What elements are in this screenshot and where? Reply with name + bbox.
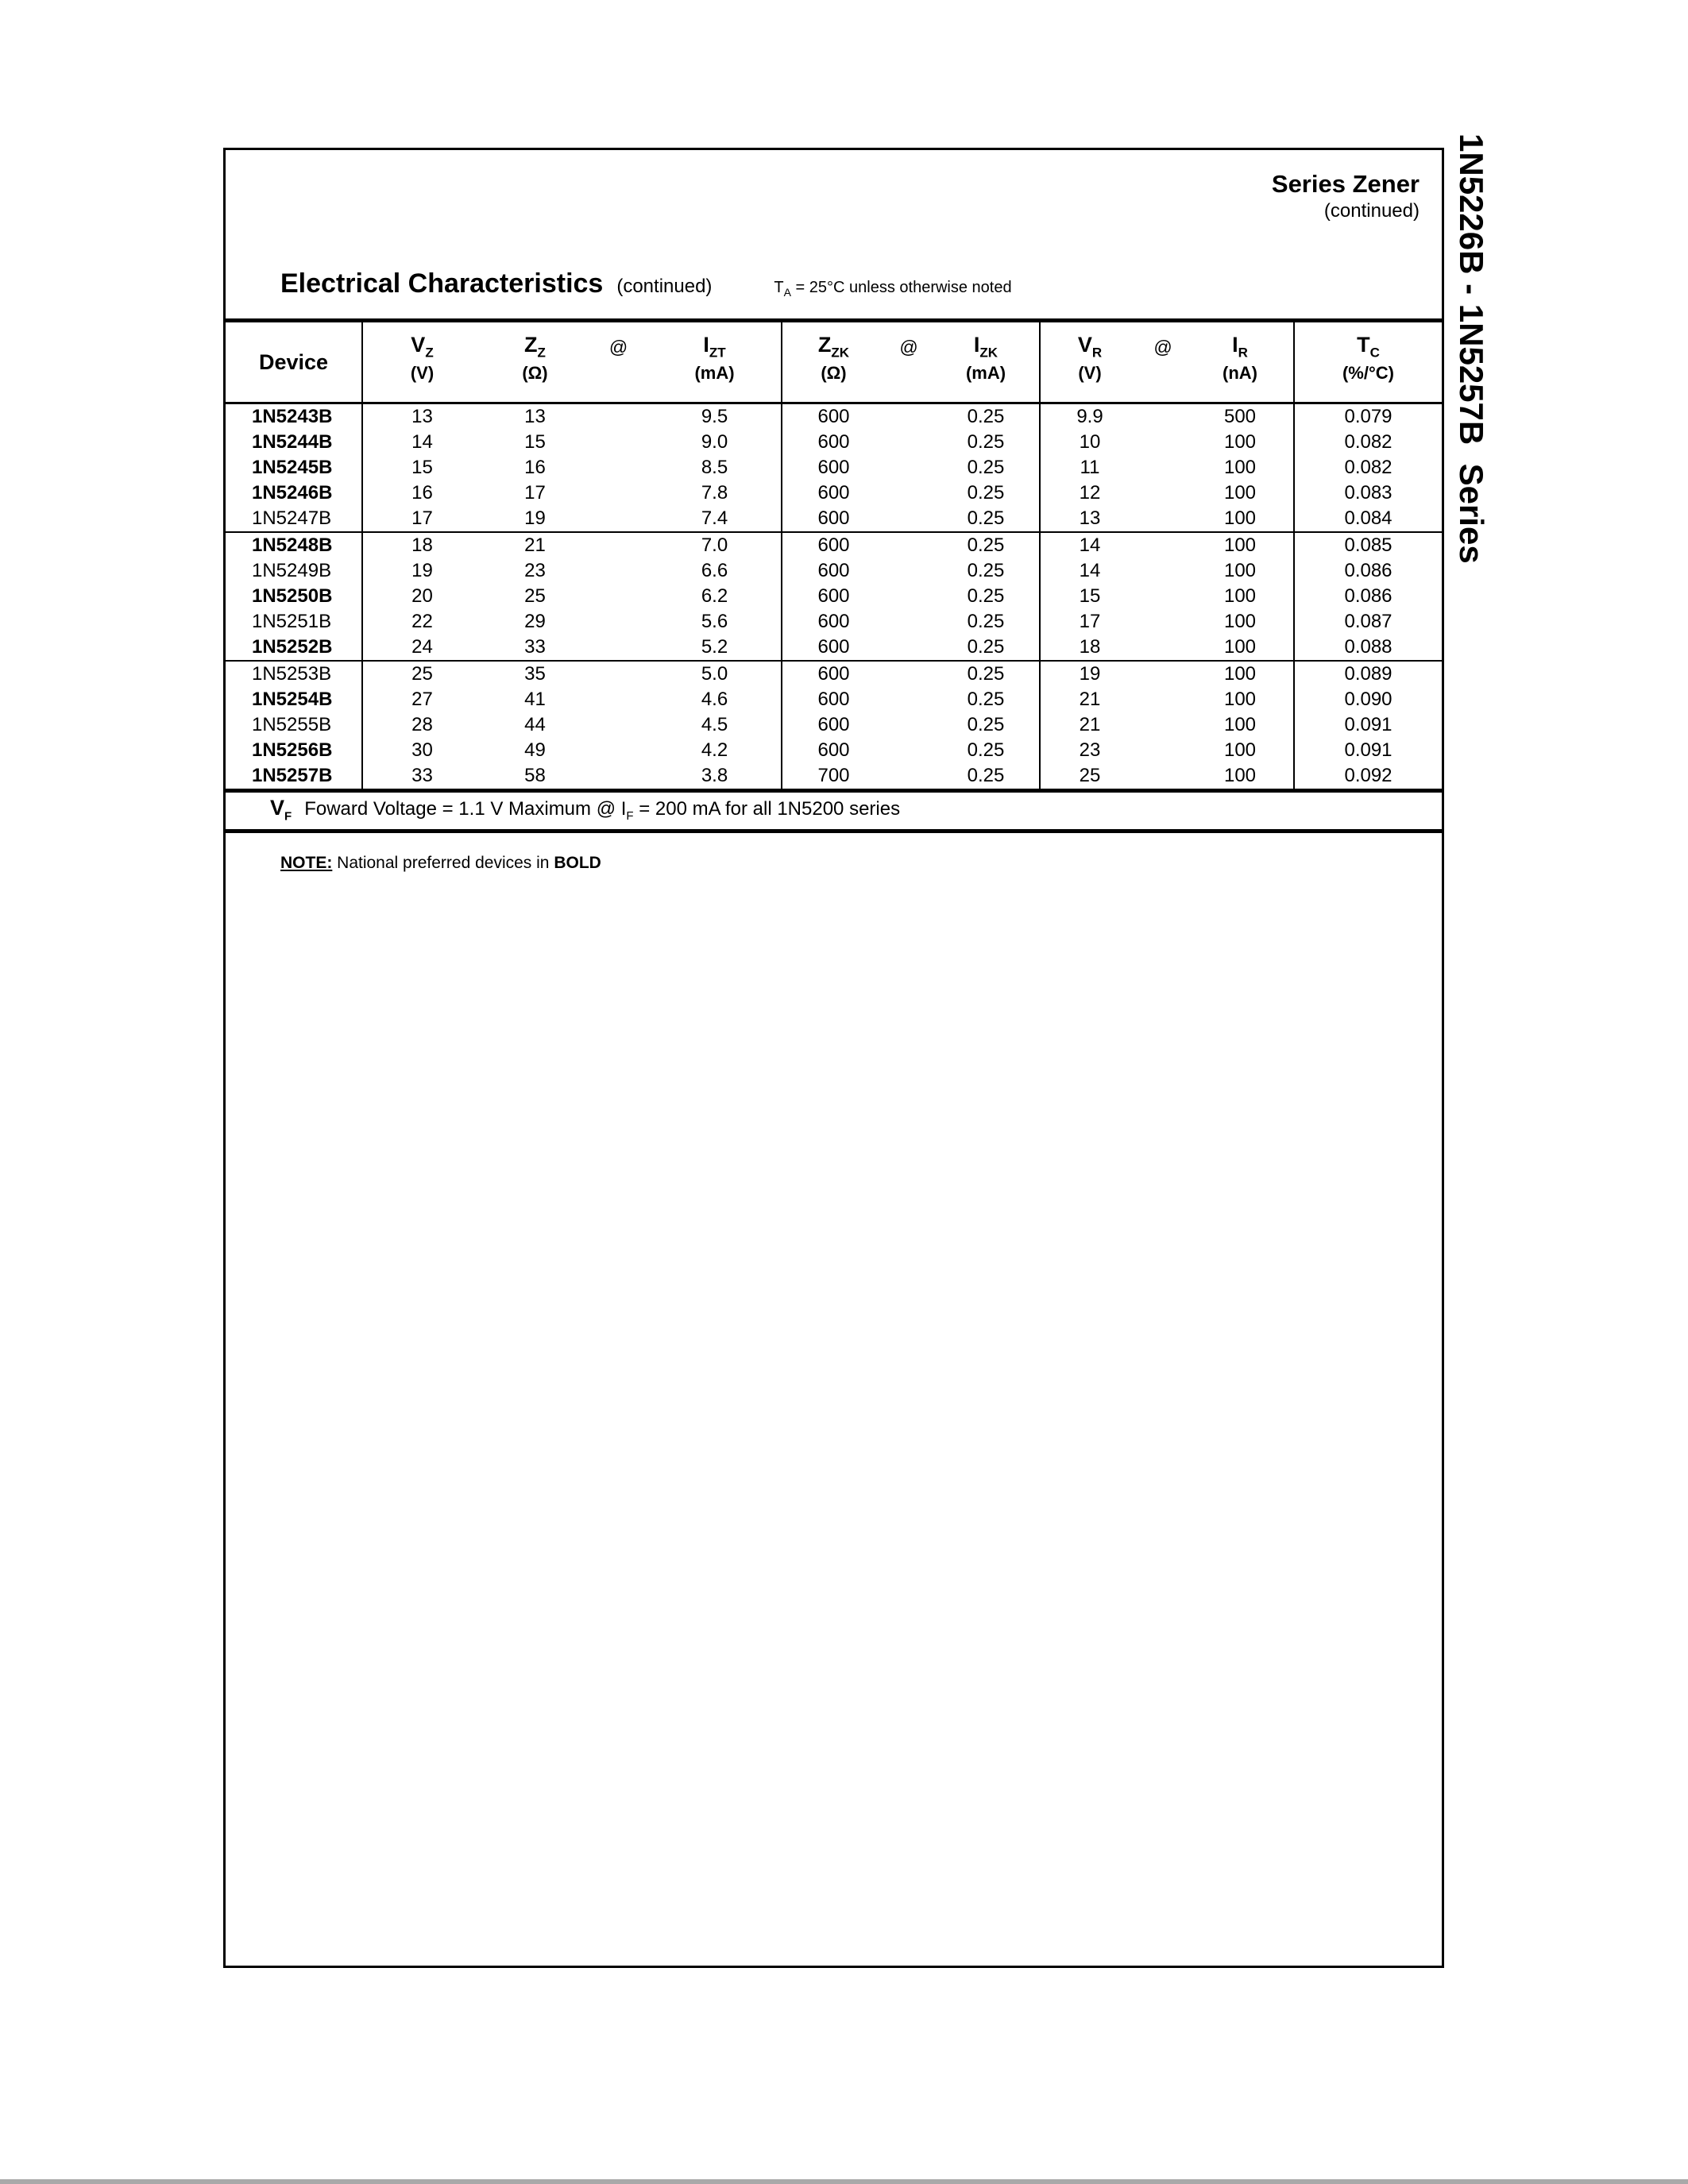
value-cell: 0.086 (1294, 558, 1442, 584)
vf-text-pre: Foward Voltage = 1.1 V Maximum @ (304, 798, 621, 820)
device-cell: 1N5252B (226, 635, 362, 661)
value-cell: 15 (1040, 584, 1139, 609)
spacer-cell (1139, 430, 1187, 455)
value-cell: 600 (782, 635, 885, 661)
value-cell: 100 (1223, 431, 1257, 453)
zzk-symbol: $Z_{ZK}$ (817, 333, 850, 361)
value-cell: 600 (782, 661, 885, 687)
spacer-cell (589, 687, 648, 712)
value-cell: 11 (1040, 455, 1139, 480)
table-row (226, 712, 1442, 738)
spacer-cell (1139, 763, 1187, 791)
value-cell: 0.25 (967, 714, 1005, 735)
spacer-cell (885, 712, 933, 738)
value-cell: 8.5 (701, 457, 728, 478)
table-row (226, 763, 1442, 791)
value-cell: 0.25 (967, 739, 1005, 761)
note-label: NOTE: (280, 854, 333, 872)
zzk-unit: (Ω) (821, 362, 847, 383)
spacer-cell (1139, 635, 1187, 661)
value-cell: 0.25 (933, 532, 1040, 558)
table-row (226, 738, 1442, 763)
value-cell: 0.083 (1294, 480, 1442, 506)
value-cell: 0.088 (1294, 635, 1442, 661)
spacer-cell (589, 635, 648, 661)
device-cell: 1N5249B (226, 558, 362, 584)
scan-edge-artifact (0, 2179, 1688, 2184)
value-cell: 0.091 (1294, 738, 1442, 763)
value-cell: 19 (524, 507, 546, 529)
col-header-zz (481, 321, 589, 403)
value-cell: 6.2 (701, 585, 728, 607)
value-cell: 0.25 (933, 661, 1040, 687)
table-group-1 (226, 403, 1442, 533)
test-condition: $T_A = 25^\circ C$ unless otherwise noted (774, 279, 1012, 299)
ir-symbol: $I_R$ (1232, 333, 1248, 361)
value-cell: 100 (1223, 457, 1257, 478)
value-cell: 0.25 (967, 431, 1005, 453)
value-cell: 600 (782, 403, 885, 430)
value-cell: 17 (1040, 609, 1139, 635)
table-row (226, 687, 1442, 712)
col-header-device: Device (226, 321, 362, 403)
value-cell: 0.25 (967, 585, 1005, 607)
spacer-cell (589, 506, 648, 532)
spacer-cell (1139, 403, 1187, 430)
table-row (226, 532, 1442, 558)
value-cell: 0.25 (967, 611, 1005, 632)
spacer-cell (589, 532, 648, 558)
vf-text-post: = 200 mA for all 1N5200 series (633, 798, 901, 820)
device-cell: 1N5256B (226, 738, 362, 763)
forward-voltage-note (226, 793, 1442, 833)
spacer-cell (589, 661, 648, 687)
value-cell: 600 (782, 584, 885, 609)
device-cell: 1N5248B (226, 532, 362, 558)
value-cell: 21 (481, 532, 589, 558)
value-cell: 0.079 (1294, 403, 1442, 430)
value-cell: 0.082 (1294, 455, 1442, 480)
device-cell: 1N5251B (226, 609, 362, 635)
value-cell: 15 (524, 431, 546, 453)
value-cell: 21 (1040, 712, 1139, 738)
spacer-cell (885, 506, 933, 532)
value-cell: 18 (362, 532, 481, 558)
col-header-izt (648, 321, 782, 403)
value-cell: 0.085 (1294, 532, 1442, 558)
spacer-cell (1139, 661, 1187, 687)
tc-symbol: $T_C$ (1357, 333, 1380, 361)
value-cell: 19 (1040, 661, 1139, 687)
value-cell: 4.5 (701, 714, 728, 735)
spacer-cell (1139, 506, 1187, 532)
spacer-cell (589, 430, 648, 455)
col-header-tc (1294, 321, 1442, 403)
vr-symbol: $V_R$ (1077, 333, 1103, 361)
masthead (1272, 171, 1420, 222)
value-cell: 0.086 (1294, 584, 1442, 609)
table-header (226, 321, 1442, 403)
value-cell: 24 (411, 636, 433, 658)
spacer-cell (885, 584, 933, 609)
device-cell: 1N5243B (226, 403, 362, 430)
device-cell: 1N5255B (226, 712, 362, 738)
value-cell: 14 (1040, 558, 1139, 584)
table-row (226, 506, 1442, 532)
value-cell: 600 (782, 532, 885, 558)
spacer-cell (885, 738, 933, 763)
value-cell: 100 (1223, 739, 1257, 761)
value-cell: 7.8 (701, 482, 728, 504)
value-cell: 0.092 (1294, 763, 1442, 791)
col-header-vr (1040, 321, 1139, 403)
spacer-cell (589, 455, 648, 480)
value-cell: 16 (524, 457, 546, 478)
value-cell: 13 (524, 406, 546, 427)
value-cell: 44 (524, 714, 546, 735)
value-cell: 35 (481, 661, 589, 687)
value-cell: 13 (411, 406, 433, 427)
value-cell: 100 (1187, 532, 1294, 558)
value-cell: 0.25 (967, 560, 1005, 581)
value-cell: 0.089 (1294, 661, 1442, 687)
value-cell: 0.25 (967, 636, 1005, 658)
value-cell: 100 (1223, 765, 1257, 786)
at-symbol: @ (1139, 321, 1187, 403)
vz-unit: (V) (410, 362, 435, 383)
value-cell: 7.4 (701, 507, 728, 529)
value-cell: 0.084 (1294, 506, 1442, 532)
spacer-cell (885, 635, 933, 661)
value-cell: 0.25 (967, 689, 1005, 710)
electrical-characteristics-table-wrap (226, 318, 1442, 833)
spacer-cell (1139, 687, 1187, 712)
value-cell: 600 (782, 609, 885, 635)
vz-symbol: $V_Z$ (411, 333, 434, 361)
value-cell: 0.087 (1294, 609, 1442, 635)
device-cell: 1N5257B (226, 763, 362, 791)
value-cell: 13 (1040, 506, 1139, 532)
spacer-cell (885, 480, 933, 506)
value-cell: 7.0 (648, 532, 782, 558)
note-text: National preferred devices in (332, 854, 554, 872)
device-cell: 1N5253B (226, 661, 362, 687)
value-cell: 23 (1040, 738, 1139, 763)
value-cell: 25 (362, 661, 481, 687)
table-row (226, 558, 1442, 584)
tc-unit: (%/°C) (1342, 362, 1394, 383)
spacer-cell (1139, 558, 1187, 584)
col-header-ir (1187, 321, 1294, 403)
value-cell: 700 (782, 763, 885, 791)
value-cell: 0.25 (967, 482, 1005, 504)
value-cell: 100 (1223, 585, 1257, 607)
vf-symbol: $V_F$ (270, 796, 292, 824)
izk-unit: (mA) (965, 362, 1006, 383)
value-cell: 100 (1223, 482, 1257, 504)
value-cell: 17 (411, 507, 433, 529)
value-cell: 10 (1040, 430, 1139, 455)
section-title: Electrical Characteristics (280, 268, 604, 299)
value-cell: 600 (782, 430, 885, 455)
col-header-zzk (782, 321, 885, 403)
section-continued: (continued) (616, 276, 713, 297)
value-cell: 29 (524, 611, 546, 632)
izk-symbol: $I_{ZK}$ (973, 333, 999, 361)
spacer-cell (589, 480, 648, 506)
table-row (226, 661, 1442, 687)
masthead-continued: (continued) (1323, 200, 1420, 222)
spacer-cell (885, 687, 933, 712)
value-cell: 58 (524, 765, 546, 786)
spacer-cell (1139, 584, 1187, 609)
value-cell: 16 (411, 482, 433, 504)
zz-symbol: $Z_Z$ (524, 333, 546, 361)
spacer-cell (885, 763, 933, 791)
value-cell: 20 (411, 585, 433, 607)
at-symbol: @ (885, 321, 933, 403)
table-row (226, 403, 1442, 430)
izt-unit: (mA) (694, 362, 735, 383)
spacer-cell (589, 763, 648, 791)
value-cell: 17 (524, 482, 546, 504)
value-cell: 0.25 (967, 406, 1005, 427)
vr-unit: (V) (1078, 362, 1102, 383)
value-cell: 18 (1040, 635, 1139, 661)
content-box (223, 148, 1444, 1968)
table-row (226, 635, 1442, 661)
spacer-cell (1139, 532, 1187, 558)
spacer-cell (1139, 480, 1187, 506)
zz-unit: (Ω) (522, 362, 548, 383)
value-cell: 0.090 (1294, 687, 1442, 712)
value-cell: 9.9 (1040, 403, 1139, 430)
value-cell: 21 (1040, 687, 1139, 712)
value-cell: 5.2 (701, 636, 728, 658)
value-cell: 22 (411, 611, 433, 632)
table-row (226, 480, 1442, 506)
spacer-cell (589, 609, 648, 635)
value-cell: 0.082 (1294, 430, 1442, 455)
spacer-cell (885, 403, 933, 430)
col-header-izk (933, 321, 1040, 403)
table-row (226, 430, 1442, 455)
page-side-series-title: 1N5226B - 1N5257B Series (1453, 133, 1490, 564)
spacer-cell (589, 403, 648, 430)
spacer-cell (589, 738, 648, 763)
series-zener-title: Series Zener (1271, 170, 1420, 198)
value-cell: 100 (1223, 507, 1257, 529)
value-cell: 5.0 (648, 661, 782, 687)
value-cell: 4.6 (701, 689, 728, 710)
value-cell: 500 (1223, 406, 1257, 427)
spacer-cell (589, 712, 648, 738)
value-cell: 600 (782, 738, 885, 763)
table-row (226, 584, 1442, 609)
spacer-cell (1139, 738, 1187, 763)
spacer-cell (885, 558, 933, 584)
spacer-cell (885, 609, 933, 635)
ir-unit: (nA) (1223, 362, 1257, 383)
spacer-cell (885, 430, 933, 455)
value-cell: 9.5 (701, 406, 728, 427)
device-cell: 1N5250B (226, 584, 362, 609)
at-symbol: @ (589, 321, 648, 403)
table-row (226, 609, 1442, 635)
if-symbol: $I_F$ (620, 798, 634, 823)
spacer-cell (589, 584, 648, 609)
izt-symbol: $I_{ZT}$ (703, 333, 726, 361)
value-cell: 0.091 (1294, 712, 1442, 738)
device-cell: 1N5245B (226, 455, 362, 480)
value-cell: 27 (411, 689, 433, 710)
spacer-cell (1139, 712, 1187, 738)
table-row (226, 455, 1442, 480)
value-cell: 600 (782, 712, 885, 738)
value-cell: 0.25 (967, 457, 1005, 478)
value-cell: 100 (1187, 661, 1294, 687)
value-cell: 3.8 (701, 765, 728, 786)
value-cell: 33 (411, 765, 433, 786)
value-cell: 30 (411, 739, 433, 761)
table-group-2 (226, 532, 1442, 661)
col-header-vz (362, 321, 481, 403)
table-group-3 (226, 661, 1442, 791)
note-line (280, 854, 601, 873)
value-cell: 600 (782, 480, 885, 506)
value-cell: 14 (1040, 532, 1139, 558)
device-cell: 1N5246B (226, 480, 362, 506)
value-cell: 12 (1040, 480, 1139, 506)
value-cell: 9.0 (701, 431, 728, 453)
note-bold-word: BOLD (554, 854, 601, 872)
value-cell: 0.25 (967, 765, 1005, 786)
value-cell: 4.2 (701, 739, 728, 761)
value-cell: 0.25 (967, 507, 1005, 529)
spacer-cell (885, 455, 933, 480)
value-cell: 41 (524, 689, 546, 710)
value-cell: 600 (782, 687, 885, 712)
section-heading (280, 268, 1012, 299)
value-cell: 25 (1040, 763, 1139, 791)
electrical-characteristics-table (226, 318, 1442, 793)
value-cell: 23 (524, 560, 546, 581)
value-cell: 600 (782, 558, 885, 584)
spacer-cell (1139, 455, 1187, 480)
value-cell: 600 (782, 506, 885, 532)
spacer-cell (885, 532, 933, 558)
value-cell: 15 (411, 457, 433, 478)
device-cell: 1N5254B (226, 687, 362, 712)
spacer-cell (885, 661, 933, 687)
value-cell: 100 (1223, 689, 1257, 710)
device-cell: 1N5247B (226, 506, 362, 532)
value-cell: 49 (524, 739, 546, 761)
header-row (226, 321, 1442, 403)
device-cell: 1N5244B (226, 430, 362, 455)
value-cell: 28 (411, 714, 433, 735)
value-cell: 5.6 (701, 611, 728, 632)
value-cell: 100 (1223, 714, 1257, 735)
value-cell: 100 (1223, 611, 1257, 632)
value-cell: 100 (1223, 636, 1257, 658)
spacer-cell (589, 558, 648, 584)
value-cell: 14 (411, 431, 433, 453)
value-cell: 33 (524, 636, 546, 658)
value-cell: 6.6 (701, 560, 728, 581)
value-cell: 600 (782, 455, 885, 480)
value-cell: 100 (1223, 560, 1257, 581)
value-cell: 25 (524, 585, 546, 607)
spacer-cell (1139, 609, 1187, 635)
value-cell: 19 (411, 560, 433, 581)
